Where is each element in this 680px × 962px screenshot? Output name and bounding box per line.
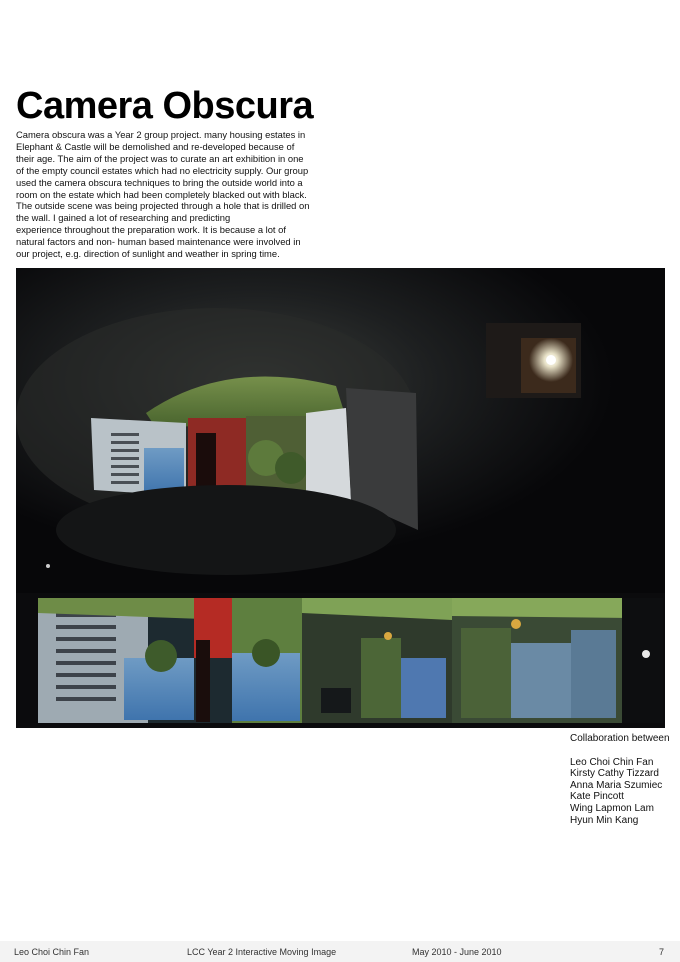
intro-line: The outside scene was being projected through a hole that is drilled on — [16, 200, 310, 212]
page-title: Camera Obscura — [16, 85, 314, 127]
camera-obscura-photo — [16, 268, 665, 728]
collaborator-name: Kirsty Cathy Tizzard — [570, 768, 659, 780]
page-footer — [0, 941, 680, 962]
intro-line: the wall. I gained a lot of researching and predicting — [16, 212, 231, 224]
intro-line: their age. The aim of the project was to curate an art exhibition in one — [16, 152, 304, 164]
intro-paragraph — [16, 129, 328, 260]
intro-line: natural factors and non- human based maintenance were involved in — [16, 236, 301, 248]
intro-line: room on the estate which had been completely blacked out with black. — [16, 188, 307, 200]
collaborator-name: Wing Lapmon Lam — [570, 802, 654, 814]
intro-line: Camera obscura was a Year 2 group project. many housing estates in — [16, 129, 306, 140]
intro-line: Elephant & Castle will be demolished and re-developed because of — [16, 140, 295, 152]
intro-line: experience throughout the preparation work. It is because a lot of — [16, 224, 286, 236]
intro-line: our project, e.g. direction of sunlight and weather in spring time. — [16, 248, 280, 260]
collaboration-heading: Collaboration between — [570, 733, 670, 744]
collaborator-name: Leo Choi Chin Fan — [570, 756, 654, 768]
footer-page-number: 7 — [659, 947, 665, 957]
collaborator-name: Hyun Min Kang — [570, 814, 639, 826]
intro-line: of the empty council estates which had no electricity supply. Our group — [16, 164, 309, 176]
collaborator-name: Anna Maria Szumiec — [570, 779, 663, 791]
footer-course: LCC Year 2 Interactive Moving Image — [187, 947, 337, 957]
collaborator-name: Kate Pincott — [570, 791, 624, 803]
intro-line: used the camera obscura techniques to bring the outside world into a — [16, 176, 303, 188]
footer-author: Leo Choi Chin Fan — [14, 947, 90, 957]
collaboration-credits — [570, 733, 670, 826]
footer-dates: May 2010 - June 2010 — [412, 947, 502, 957]
